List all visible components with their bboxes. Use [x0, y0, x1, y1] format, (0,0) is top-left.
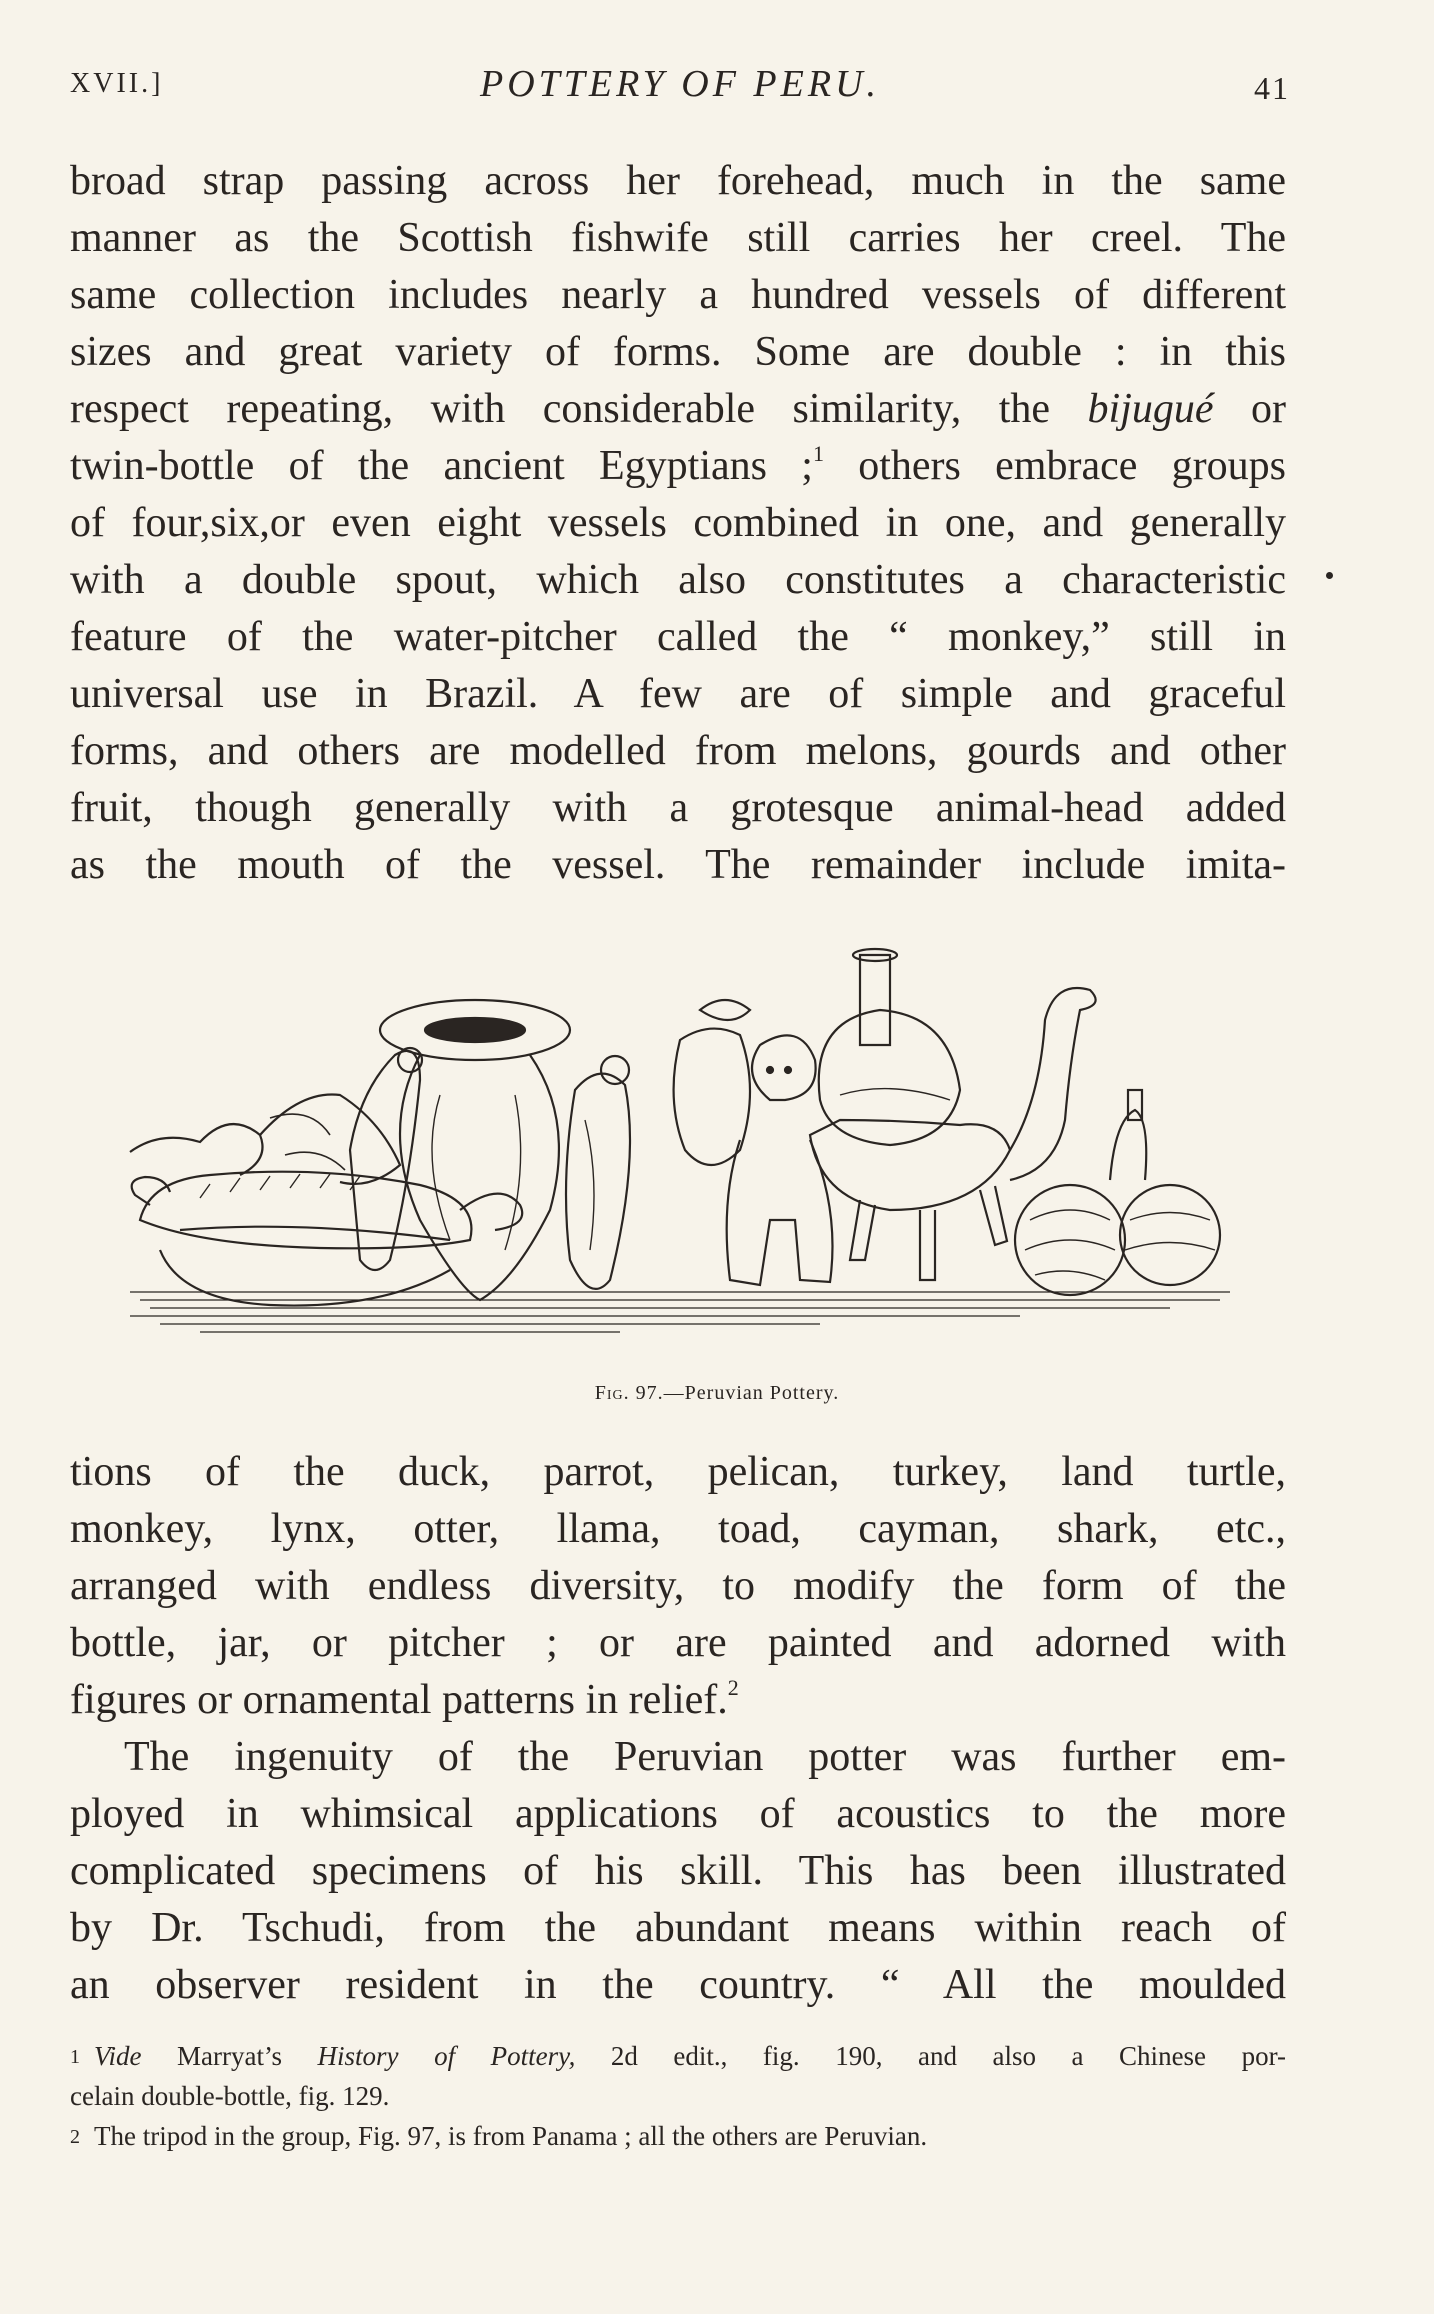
chapter-number: XVII.] [70, 68, 164, 99]
text-segment: or [1213, 386, 1286, 432]
text-line: broad strap passing across her forehead, much in the same [70, 158, 1286, 204]
footnote-1 [70, 2036, 1286, 2076]
footnote-ref[interactable]: 1 [812, 441, 824, 466]
text-line: as the mouth of the vessel. The remainder include imita- [70, 842, 1286, 888]
running-head [70, 62, 1290, 112]
ground-hatching [130, 1292, 1230, 1332]
text-line: ployed in whimsical applications of acoustics to the more [70, 1791, 1286, 1837]
amphora-jar [380, 1000, 570, 1300]
text-line: universal use in Brazil. A few are of simple and graceful [70, 671, 1286, 717]
footnote-ref[interactable]: 2 [727, 1675, 739, 1700]
footnote-mark: 1 [70, 2046, 80, 2068]
text-line: forms, and others are modelled from melons, gourds and other [70, 728, 1286, 774]
book-title: History of Pottery, [317, 2041, 576, 2071]
text-segment: respect repeating, with considerable similarity, the [70, 386, 1088, 432]
text-line [70, 438, 1286, 495]
text-line: bottle, jar, or pitcher ; or are painted and adorned with [70, 1620, 1286, 1666]
text-segment: twin-bottle of the ancient Egyptians ; [70, 443, 813, 489]
pelican-vessel [130, 1095, 400, 1184]
text-line: complicated specimens of his skill. This has been illustrated [70, 1848, 1286, 1894]
text-line: same collection includes nearly a hundred vessels of different [70, 272, 1286, 318]
tripod-pitcher [810, 988, 1096, 1280]
text-line: arranged with endless diversity, to modify the form of the [70, 1563, 1286, 1609]
text-line: with a double spout, which also constitutes a characteristic [70, 557, 1286, 603]
running-title: POTTERY OF PERU. [479, 63, 881, 105]
text-segment: Vide [94, 2041, 142, 2071]
pottery-illustration [120, 920, 1240, 1360]
paragraph-top [70, 153, 1286, 894]
page-number: 41 [1254, 70, 1290, 106]
text-line: an observer resident in the country. “ All the moulded [70, 1962, 1286, 2008]
text-line: by Dr. Tschudi, from the abundant means within reach of [70, 1905, 1286, 1951]
footnote-mark: 2 [70, 2126, 80, 2148]
double-spout-bottle [819, 949, 960, 1145]
footnote-2 [70, 2116, 1286, 2156]
italic-term: bijugué [1087, 386, 1214, 432]
figure-bottle [674, 1000, 833, 1285]
text-segment: others embrace groups [823, 443, 1286, 489]
text-line: tions of the duck, parrot, pelican, turkey, land turtle, [70, 1449, 1286, 1495]
text-segment: 2d edit., fig. 190, and also a Chinese por- [575, 2041, 1287, 2071]
margin-mark [1326, 572, 1333, 579]
footnotes [70, 2036, 1286, 2156]
text-segment: figures or ornamental patterns in relief. [70, 1677, 728, 1723]
paragraph-bottom [70, 1444, 1286, 2014]
monkey-vessels [350, 1048, 630, 1289]
text-segment: The tripod in the group, Fig. 97, is from Panama ; all the others are Peruvian. [94, 2121, 928, 2151]
figure-caption [0, 1382, 1434, 1405]
text-line [70, 381, 1286, 438]
text-line: sizes and great variety of forms. Some are double : in this [70, 329, 1286, 375]
text-line: of four,six,or even eight vessels combined in one, and generally [70, 500, 1286, 546]
text-line: The ingenuity of the Peruvian potter was further em- [124, 1734, 1286, 1780]
text-line: manner as the Scottish fishwife still carries her creel. The [70, 215, 1286, 261]
footnote-1-continued: celain double-bottle, fig. 129. [70, 2081, 390, 2111]
text-line [70, 1672, 1286, 1729]
figure-label: Fig. 97. [594, 1382, 664, 1404]
text-line: monkey, lynx, otter, llama, toad, cayman, shark, etc., [70, 1506, 1286, 1552]
text-segment: Marryat’s [141, 2041, 318, 2071]
text-line: feature of the water-pitcher called the “ monkey,” still in [70, 614, 1286, 660]
melon-gourd-vessels [1015, 1090, 1220, 1295]
figure-title: —Peruvian Pottery. [663, 1382, 840, 1404]
text-line: fruit, though generally with a grotesque animal-head added [70, 785, 1286, 831]
